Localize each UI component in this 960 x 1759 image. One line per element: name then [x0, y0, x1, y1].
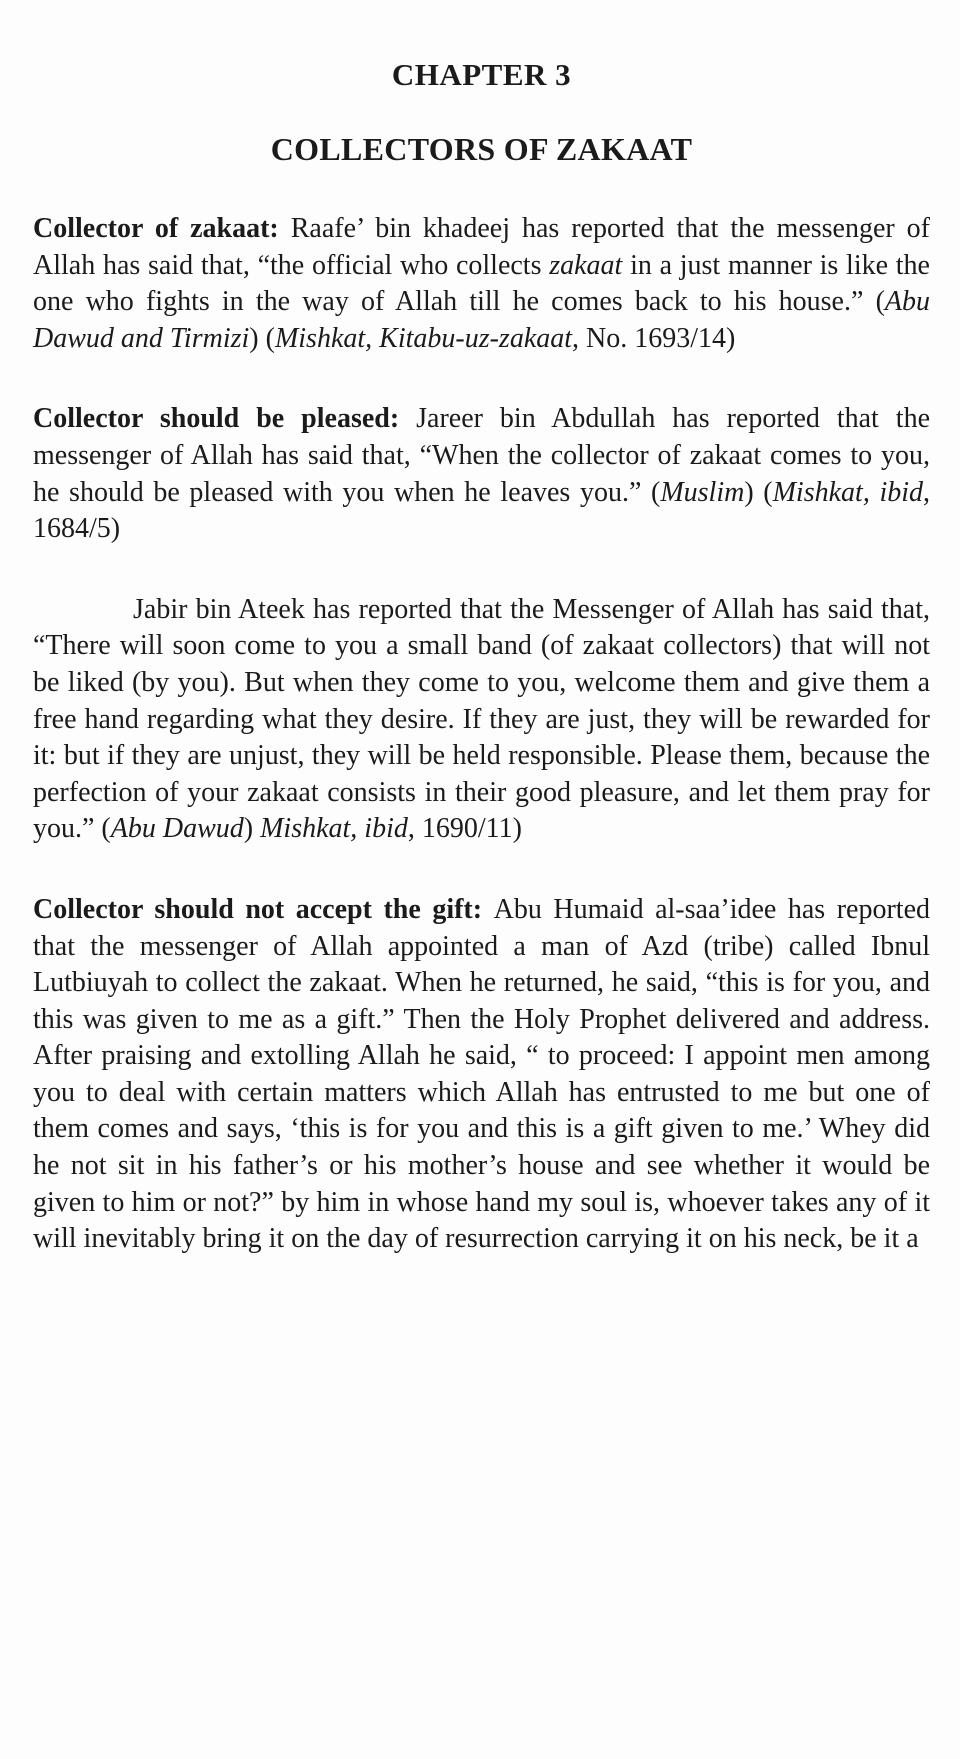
- chapter-heading: CHAPTER 3: [391, 57, 572, 92]
- text-run: ): [243, 813, 261, 845]
- text-run: Collector should be pleased:: [33, 403, 417, 435]
- text-run: Jareer bin Abdullah has reported that the messenger of Allah has said that, “When the collector of zakaat comes to you, he should be pleased with you when he leaves you.” (: [33, 403, 930, 508]
- text-run: ) (: [744, 476, 773, 508]
- paragraph-collector-should-not-accept-the-gift: [33, 892, 930, 1258]
- body-text: [33, 211, 930, 1258]
- text-run: Abu Dawud and Tirmizi: [33, 286, 930, 354]
- text-run: , No. 1693/14): [572, 322, 736, 354]
- text-run: Abu Humaid al-saa’idee has reported that the messenger of Allah appointed a man of Azd (tribe) called Ibnul Lutbiuyah to collect the zakaat. When he returned, he said, “this is for you, and this was given to me as a gift.” Then the Holy Prophet delivered and address. After praising and extolling Allah he said, “ to proceed: I appoint men among you to deal with certain matters which Allah has entrusted to me but one of them comes and says, ‘this is for you and this is a gift given to me.’ Whey did he not sit in his father’s or his mother’s house and see whether it would be given to him or not?” by him in whose hand my soul is, whoever takes any of it will inevitably bring it on the day of resurrection carrying it on his neck, be it a: [33, 893, 930, 1255]
- text-run: in a just manner is like the one who fights in the way of Allah till he comes back to his house.” (: [33, 249, 930, 318]
- text-run: Abu Dawud: [110, 813, 244, 845]
- text-run: Raafe’ bin khadeej has reported that the messenger of Allah has said that, “the official who collects: [33, 213, 930, 281]
- paragraph-collector-should-be-pleased: [33, 401, 930, 547]
- text-run: Jabir bin Ateek has reported that the Messenger of Allah has said that, “There will soon come to you a small band (of zakaat collectors) that will not be liked (by you). But when they come to you, welcome them and give them a free hand regarding what they desire. If they are just, they will be rewarded for it: but if they are unjust, they will be held responsible. Please them, because the perfection of your zakaat consists in their good pleasure, and let them pray for you.” (: [33, 593, 930, 845]
- section-heading: COLLECTORS OF ZAKAAT: [270, 131, 693, 167]
- text-run: , 1684/5): [33, 476, 931, 545]
- text-run: Mishkat, ibid: [260, 813, 408, 845]
- text-run: Mishkat, ibid: [772, 476, 924, 508]
- text-run: Muslim: [660, 476, 745, 508]
- text-run: zakaat: [549, 249, 623, 281]
- text-run: ) (: [249, 322, 275, 354]
- text-run: Collector of zakaat:: [33, 213, 291, 244]
- paragraph-jabir-bin-ateek: [33, 592, 930, 848]
- text-run: , 1690/11): [407, 813, 522, 845]
- paragraph-collector-of-zakaat: [33, 211, 930, 357]
- text-run: Collector should not accept the gift:: [33, 893, 494, 925]
- text-run: Mishkat, Kitabu-uz-zakaat: [274, 322, 573, 354]
